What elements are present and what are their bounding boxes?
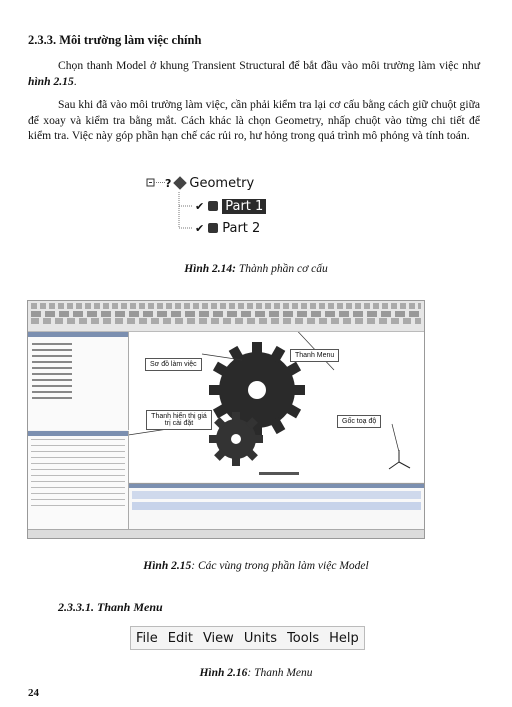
callout-details: Thanh hiển thị giá trị cài đặt [146,410,212,430]
graphics-area[interactable] [129,332,424,482]
subsection-heading: 2.3.3.1. Thanh Menu [58,600,163,614]
tree-item-part-2[interactable]: ✔ Part 2 [195,220,261,236]
menu-help[interactable]: Help [329,630,359,646]
gear-graphic [129,332,424,482]
paragraph-1: Chọn thanh Model ở khung Transient Structural để bắt đầu vào môi trường làm việc như hình 2.15. [28,59,480,88]
check-icon: ✔ [195,221,205,235]
geometry-icon [174,176,188,190]
menu-tools[interactable]: Tools [287,630,320,646]
callout-menu: Thanh Menu [290,349,339,362]
tree-item-part-1[interactable]: ✔ Part 1 [195,197,266,215]
part-icon [208,201,218,211]
messages-panel [129,483,424,530]
question-icon: ? [165,176,172,190]
menu-bar [130,626,365,650]
callout-origin: Gốc toạ độ [337,415,381,428]
status-bar [28,529,424,539]
callout-tree: Sơ đồ làm việc [145,358,202,371]
menu-file[interactable]: File [136,630,158,646]
geometry-tree-figure [145,172,285,240]
section-heading: 2.3.3. Môi trường làm việc chính [28,33,202,47]
toolbar-area [28,301,424,332]
menu-edit[interactable]: Edit [167,630,193,646]
figure-2-16-caption: Hình 2.16: Thanh Menu [199,667,313,679]
figure-2-15-caption: Hình 2.15: Các vùng trong phần làm việc Model [143,560,369,572]
menu-view[interactable]: View [202,630,234,646]
page-number: 24 [28,687,39,699]
figure-2-14-caption: Hình 2.14: Thành phần cơ cấu [184,263,328,275]
menu-units[interactable]: Units [243,630,278,646]
outline-panel [28,332,129,430]
check-icon: ✔ [195,199,205,213]
figure-reference: hình 2.15 [28,74,74,88]
part-icon [208,223,218,233]
tree-root[interactable]: ? Geometry [165,175,255,191]
model-workspace-screenshot [27,300,425,539]
paragraph-2: Sau khi đã vào môi trường làm việc, cần phải kiểm tra lại cơ cấu bằng cách giữ chuột giữa để xoay và kiểm tra bằng mắt. Cách khác là chọn Geometry, nhấp chuột vào từng chi tiết để kiểm tra. Việc này góp phần hạn chế các rủi ro, hư hỏng trong quá trình mô phỏng và tính toán. [28,98,480,142]
details-panel [28,431,129,538]
axis-triad-icon [389,450,410,469]
